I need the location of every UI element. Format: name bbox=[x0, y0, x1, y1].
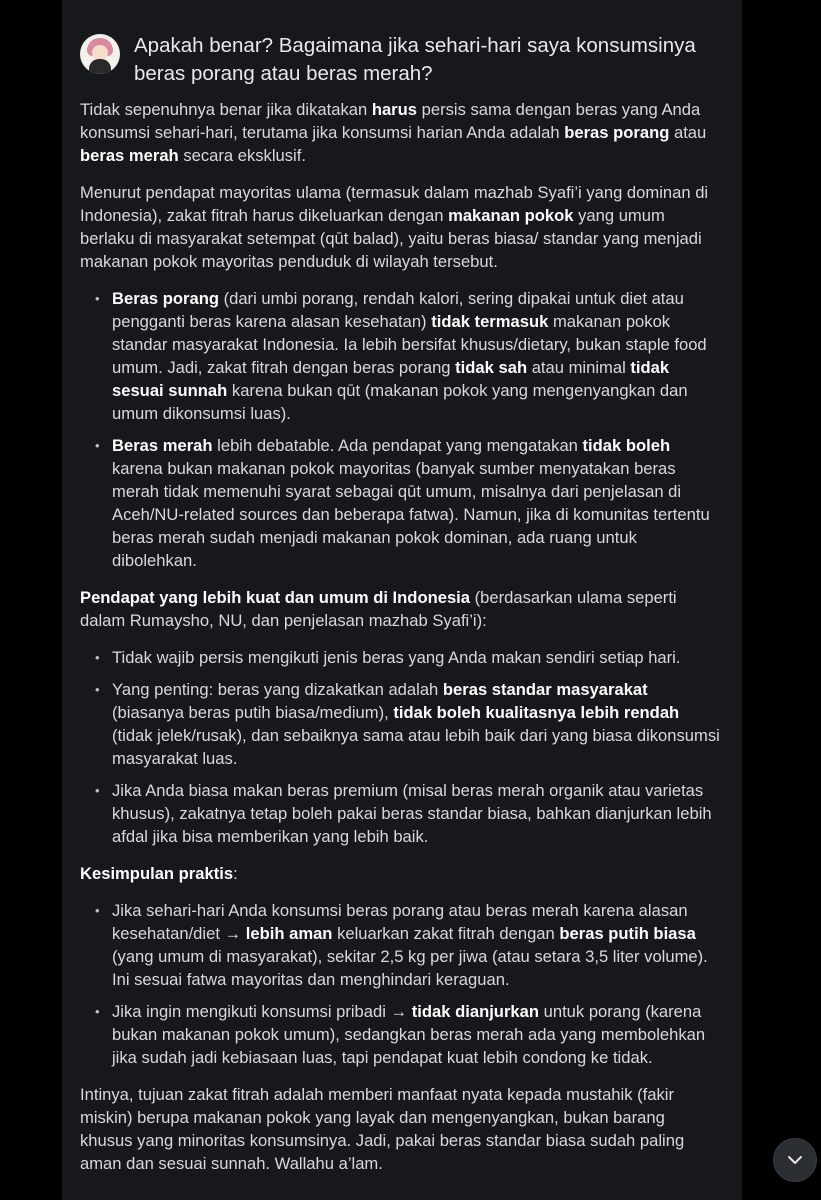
conclusion-list-item bbox=[80, 899, 720, 991]
stronger-opinion-list-item-text: Tidak wajib persis mengikuti jenis beras yang Anda makan sendiri setiap hari. bbox=[112, 648, 681, 667]
answer-paragraph-intro-bold-text: beras merah bbox=[80, 146, 179, 165]
rice-type-list-item-bold-text: Beras merah bbox=[112, 436, 213, 455]
answer-paragraph-intro-text: persis sama dengan beras yang Anda konsumsi sehari-hari, terutama jika konsumsi harian Anda adalah bbox=[80, 100, 701, 142]
avatar-face bbox=[92, 45, 108, 60]
answer-paragraph-majority-opinion-text: Menurut pendapat mayoritas ulama (termasuk dalam mazhab Syafi’i yang dominan di Indonesia), zakat fitrah harus dikeluarkan dengan bbox=[80, 183, 709, 225]
answer-paragraph-conclusion-heading-bold-text: Kesimpulan praktis bbox=[80, 864, 234, 883]
conclusion-list-item-text: untuk porang (karena bukan makanan pokok umum), sedangkan beras merah ada yang membolehkan jika sudah jadi kebiasaan luas, tapi pendapat kuat lebih condong ke tidak. bbox=[112, 1002, 706, 1067]
stronger-opinion-list-item-text: (tidak jelek/rusak), dan sebaiknya sama atau lebih baik dari yang biasa dikonsumsi masyarakat luas. bbox=[112, 726, 720, 768]
rice-type-list-item-bold-text: Beras porang bbox=[112, 289, 219, 308]
stronger-opinion-list-item-text: (biasanya beras putih biasa/medium), bbox=[112, 703, 394, 722]
rice-type-list-item-text: karena bukan qūt (makanan pokok yang mengenyangkan dan umum dikonsumsi luas). bbox=[112, 381, 688, 423]
assistant-answer bbox=[80, 98, 720, 1189]
conclusion-list-item bbox=[80, 1000, 720, 1069]
stronger-opinion-list-item-bold-text: tidak boleh kualitasnya lebih rendah bbox=[393, 703, 680, 722]
rice-type-list-item-text: (dari umbi porang, rendah kalori, sering dipakai untuk diet atau pengganti beras karena alasan kesehatan) bbox=[112, 289, 684, 331]
stronger-opinion-list bbox=[80, 646, 720, 848]
answer-paragraph-intro bbox=[80, 98, 720, 167]
stronger-opinion-list-item-text: Jika Anda biasa makan beras premium (misal beras merah organik atau varietas khusus), zakatnya tetap boleh pakai beras standar biasa, bahkan dianjurkan lebih afdal jika bisa memberikan yang lebih baik. bbox=[112, 781, 712, 846]
answer-paragraph-majority-opinion-text: yang umum berlaku di masyarakat setempat (qūt balad), yaitu beras biasa/ standar yang menjadi makanan pokok mayoritas penduduk di wilayah tersebut. bbox=[80, 206, 702, 271]
conclusion-list-item-text: keluarkan zakat fitrah dengan bbox=[332, 924, 560, 943]
rice-type-list-item bbox=[80, 434, 720, 572]
rice-type-list-item-bold-text: tidak termasuk bbox=[431, 312, 549, 331]
answer-paragraph-intro-text: secara eksklusif. bbox=[178, 146, 306, 165]
answer-paragraph-conclusion-heading-text: : bbox=[233, 864, 238, 883]
stronger-opinion-list-item bbox=[80, 678, 720, 770]
answer-paragraph-stronger-opinion-bold-text: Pendapat yang lebih kuat dan umum di Indonesia bbox=[80, 588, 471, 607]
stronger-opinion-list-item bbox=[80, 646, 720, 669]
stronger-opinion-list-item bbox=[80, 779, 720, 848]
user-question-row bbox=[80, 32, 730, 88]
rice-type-list-item-bold-text: tidak sah bbox=[455, 358, 528, 377]
answer-paragraph-majority-opinion-bold-text: makanan pokok bbox=[448, 206, 574, 225]
answer-paragraph-intro-text: atau bbox=[669, 123, 707, 142]
stronger-opinion-list-item-bold-text: beras standar masyarakat bbox=[442, 680, 648, 699]
rice-type-list-item-text: atau minimal bbox=[527, 358, 631, 377]
answer-paragraph-conclusion-heading bbox=[80, 862, 720, 885]
user-avatar bbox=[80, 34, 120, 74]
answer-paragraph-summary-text: Intinya, tujuan zakat fitrah adalah memberi manfaat nyata kepada mustahik (fakir miskin) berupa makanan pokok yang layak dan mengenyangkan, bukan barang khusus yang minoritas konsumsinya. Jadi, pakai beras standar biasa sudah paling aman dan sesuai sunnah. Wallahu a’lam. bbox=[80, 1085, 685, 1173]
answer-paragraph-intro-bold-text: harus bbox=[371, 100, 417, 119]
conclusion-list-item-text: (yang umum di masyarakat), sekitar 2,5 kg per jiwa (atau setara 3,5 liter volume). Ini sesuai fatwa mayoritas dan menghindari keraguan. bbox=[112, 947, 708, 989]
rice-type-list-item-bold-text: tidak sesuai sunnah bbox=[112, 358, 670, 400]
user-question: Apakah benar? Bagaimana jika sehari-hari saya konsumsinya beras porang atau beras merah? bbox=[134, 34, 696, 85]
conclusion-list-item-bold-text: lebih aman bbox=[245, 924, 333, 943]
conclusion-list-item-text: Jika ingin mengikuti konsumsi pribadi → bbox=[112, 1002, 412, 1021]
rice-type-list-item-text: makanan pokok standar masyarakat Indonesia. Ia lebih bersifat khusus/dietary, bukan staple food umum. Jadi, zakat fitrah dengan beras porang bbox=[112, 312, 707, 377]
conclusion-list-item-bold-text: beras putih biasa bbox=[559, 924, 696, 943]
rice-type-list bbox=[80, 287, 720, 572]
chevron-down-icon bbox=[785, 1150, 805, 1170]
answer-paragraph-stronger-opinion-text: (berdasarkan ulama seperti dalam Rumaysho, NU, dan penjelasan mazhab Syafi’i): bbox=[80, 588, 677, 630]
scroll-to-bottom-button[interactable] bbox=[773, 1138, 817, 1182]
rice-type-list-item-bold-text: tidak boleh bbox=[582, 436, 671, 455]
answer-paragraph-stronger-opinion bbox=[80, 586, 720, 632]
avatar-body bbox=[89, 59, 111, 74]
answer-paragraph-majority-opinion bbox=[80, 181, 720, 273]
answer-paragraph-intro-text: Tidak sepenuhnya benar jika dikatakan bbox=[80, 100, 372, 119]
conclusion-list-item-text: Jika sehari-hari Anda konsumsi beras porang atau beras merah karena alasan kesehatan/diet → bbox=[112, 901, 688, 943]
rice-type-list-item bbox=[80, 287, 720, 425]
rice-type-list-item-text: lebih debatable. Ada pendapat yang mengatakan bbox=[212, 436, 583, 455]
rice-type-list-item-text: karena bukan makanan pokok mayoritas (banyak sumber menyatakan beras merah tidak memenuhi syarat sebagai qūt umum, misalnya dari penjelasan di Aceh/NU-related sources dan beberapa fatwa). Namun, jika di komunitas tertentu beras merah sudah menjadi makanan pokok dominan, ada ruang untuk dibolehkan. bbox=[112, 459, 710, 570]
stronger-opinion-list-item-text: Yang penting: beras yang dizakatkan adalah bbox=[112, 680, 443, 699]
answer-paragraph-summary bbox=[80, 1083, 720, 1175]
answer-paragraph-intro-bold-text: beras porang bbox=[564, 123, 670, 142]
conclusion-list bbox=[80, 899, 720, 1069]
conclusion-list-item-bold-text: tidak dianjurkan bbox=[411, 1002, 539, 1021]
